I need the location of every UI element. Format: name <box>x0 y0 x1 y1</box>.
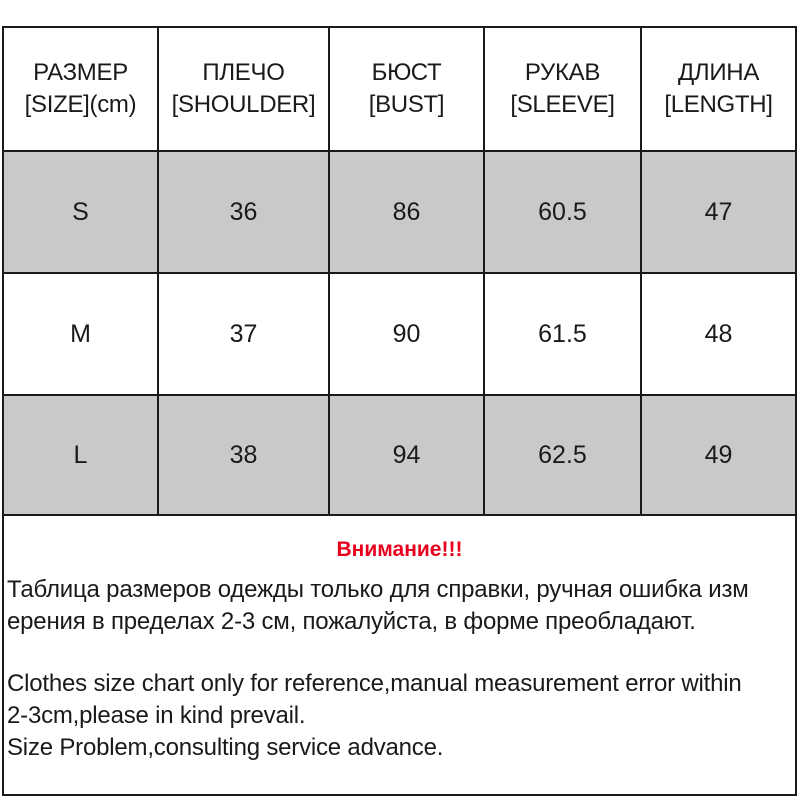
table-row <box>4 150 795 272</box>
length-value: 48 <box>704 319 733 348</box>
header-sleeve-ru: РУКАВ <box>524 59 601 86</box>
size-value: M <box>70 319 91 348</box>
table-header-row <box>4 28 795 150</box>
sleeve-value: 61.5 <box>538 319 587 348</box>
header-sleeve-en: [SLEEVE] <box>510 91 615 118</box>
notice-ru-text <box>7 574 791 638</box>
notice-en-text <box>7 668 791 764</box>
size-value: L <box>73 440 88 469</box>
length-value: 47 <box>704 197 733 226</box>
notice-en-line: 2-3cm,please in kind prevail. <box>7 702 306 729</box>
bust-value: 90 <box>392 319 421 348</box>
notice-en-line: Clothes size chart only for reference,manual measurement error within <box>7 670 742 697</box>
header-length <box>642 28 795 150</box>
header-bust-en: [BUST] <box>368 91 445 118</box>
header-size <box>4 28 159 150</box>
notice-title: Внимание!!! <box>336 538 463 561</box>
sleeve-value: 62.5 <box>538 440 587 469</box>
header-size-ru: РАЗМЕР <box>33 59 128 86</box>
sleeve-value: 60.5 <box>538 197 587 226</box>
header-shoulder-en: [SHOULDER] <box>171 91 316 118</box>
shoulder-value: 37 <box>229 319 258 348</box>
header-size-en: [SIZE](cm) <box>24 91 137 118</box>
shoulder-value: 36 <box>229 197 258 226</box>
header-shoulder-ru: ПЛЕЧО <box>202 59 285 86</box>
bust-value: 86 <box>392 197 421 226</box>
header-length-en: [LENGTH] <box>664 91 773 118</box>
notice-ru-line: Таблица размеров одежды только для справки, ручная ошибка изм <box>7 576 749 603</box>
size-chart <box>2 26 797 796</box>
length-value: 49 <box>704 440 733 469</box>
header-bust <box>330 28 485 150</box>
bust-value: 94 <box>392 440 421 469</box>
header-sleeve <box>485 28 642 150</box>
notice-ru-line: ерения в пределах 2-3 см, пожалуйста, в форме преобладают. <box>7 608 696 635</box>
table-row <box>4 394 795 516</box>
header-bust-ru: БЮСТ <box>371 59 442 86</box>
header-shoulder <box>159 28 330 150</box>
notes-section <box>4 518 795 794</box>
notice-en-line: Size Problem,consulting service advance. <box>7 734 444 761</box>
table-row <box>4 272 795 394</box>
header-length-ru: ДЛИНА <box>677 59 760 86</box>
shoulder-value: 38 <box>229 440 258 469</box>
size-value: S <box>72 197 89 226</box>
